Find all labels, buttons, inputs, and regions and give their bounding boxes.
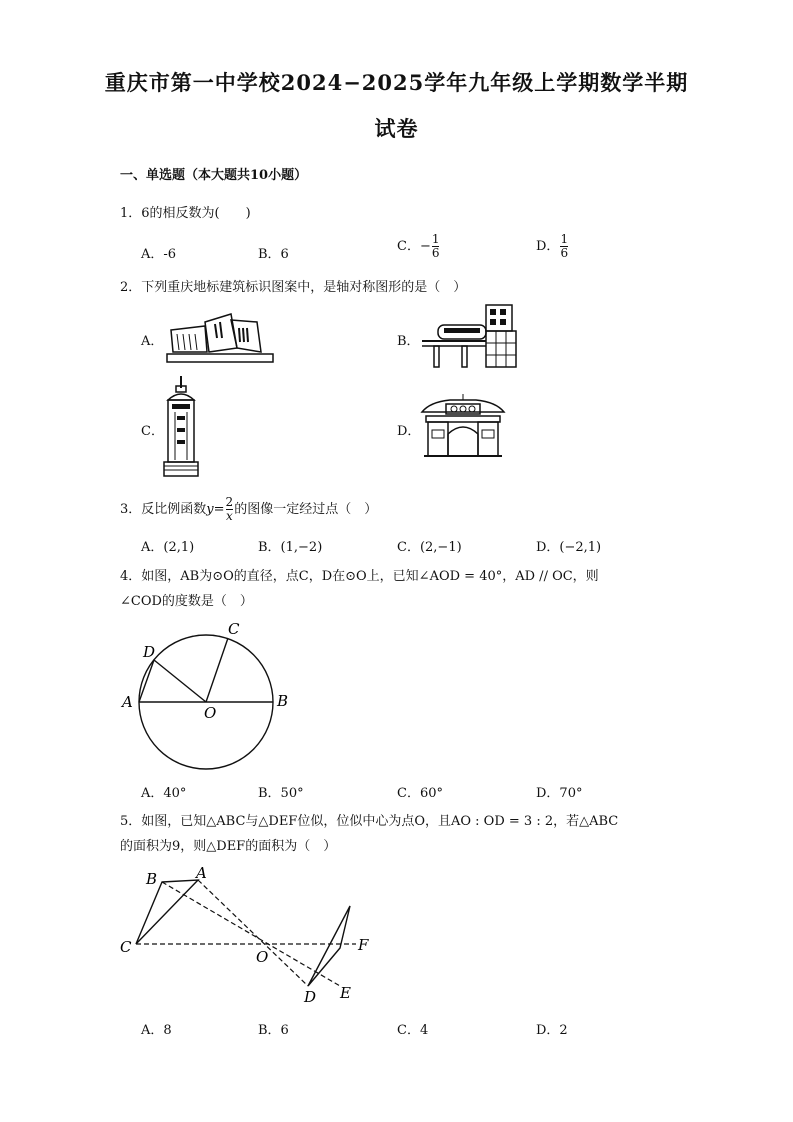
q2-option-d: D． [397, 424, 421, 439]
question-1-stem: 1．6的相反数为( ) [120, 206, 251, 221]
label-o: O [256, 948, 269, 966]
fraction: $\frac{1}{6}$ [560, 232, 569, 261]
q4-option-a: A．40° [141, 786, 187, 801]
q2-option-a: A． [141, 334, 164, 349]
q4-option-d: D．70° [536, 786, 583, 801]
label-b: B [146, 870, 158, 888]
q1-option-d: D． $\frac{1}{6}$ [536, 232, 569, 261]
label-a: A [122, 693, 133, 711]
q3-option-a: A．(2,1) [141, 540, 195, 555]
label-f: F [358, 936, 369, 954]
q1-option-c: C．− $\frac{1}{6}$ [397, 232, 440, 261]
q3-option-c: C．(2,−1) [397, 540, 462, 555]
line-be [162, 882, 340, 986]
q1-option-b: B．6 [258, 247, 289, 262]
circle-diagram [118, 620, 298, 780]
label-a: A [196, 864, 207, 882]
q4-option-b: B．50° [258, 786, 304, 801]
similarity-diagram [118, 864, 378, 1004]
q3-option-b: B．(1,−2) [258, 540, 323, 555]
fraction: $\frac{2}{x}$ [225, 495, 234, 524]
segment-oc [206, 638, 228, 702]
label-d: D [304, 988, 317, 1006]
q5-option-a: A．8 [141, 1023, 172, 1038]
landmark-c-figure [163, 376, 199, 478]
q2-option-c: C． [141, 424, 164, 439]
q1-option-a: A．-6 [141, 247, 177, 262]
question-3-stem: 3．反比例函数y= $\frac{2}{x}$ 的图像一定经过点（ ） [120, 495, 378, 524]
question-5-line2: 的面积为9，则△DEF的面积为（ ） [120, 839, 337, 854]
label-e: E [340, 984, 351, 1002]
q5-option-b: B．6 [258, 1023, 289, 1038]
section-heading: 一、单选题（本大题共10小题） [120, 168, 308, 183]
landmark-a-figure [165, 308, 275, 364]
fraction: $\frac{1}{6}$ [431, 232, 440, 261]
q2-option-b: B． [397, 334, 420, 349]
landmark-d-figure [420, 392, 506, 460]
page-title: 重庆市第一中学校2024−2025学年九年级上学期数学半期 [104, 70, 689, 95]
q5-option-c: C．4 [397, 1023, 429, 1038]
label-d: D [143, 643, 156, 661]
q4-option-c: C．60° [397, 786, 443, 801]
page-title-continued: 试卷 [374, 116, 419, 141]
label-c: C [120, 938, 132, 956]
label-o: O [204, 704, 217, 722]
landmark-b-figure [420, 303, 520, 369]
q5-option-d: D．2 [536, 1023, 568, 1038]
line-ad [198, 880, 308, 986]
segment-ad [139, 660, 154, 702]
triangle-abc [136, 880, 198, 944]
triangle-def [308, 906, 350, 986]
question-4-line2: ∠COD的度数是（ ） [120, 594, 253, 609]
question-5-line1: 5．如图，已知△ABC与△DEF位似，位似中心为点O，且AO : OD = 3 : 2，若△ABC [120, 814, 619, 829]
question-4-line1: 4．如图，AB为⊙O的直径，点C，D在⊙O上，已知∠AOD = 40°，AD // OC，则 [120, 569, 599, 584]
label-b: B [277, 692, 289, 710]
segment-od [154, 660, 206, 702]
label-c: C [228, 620, 240, 638]
question-2-stem: 2．下列重庆地标建筑标识图案中，是轴对称图形的是（ ） [120, 280, 467, 295]
q3-option-d: D．(−2,1) [536, 540, 602, 555]
